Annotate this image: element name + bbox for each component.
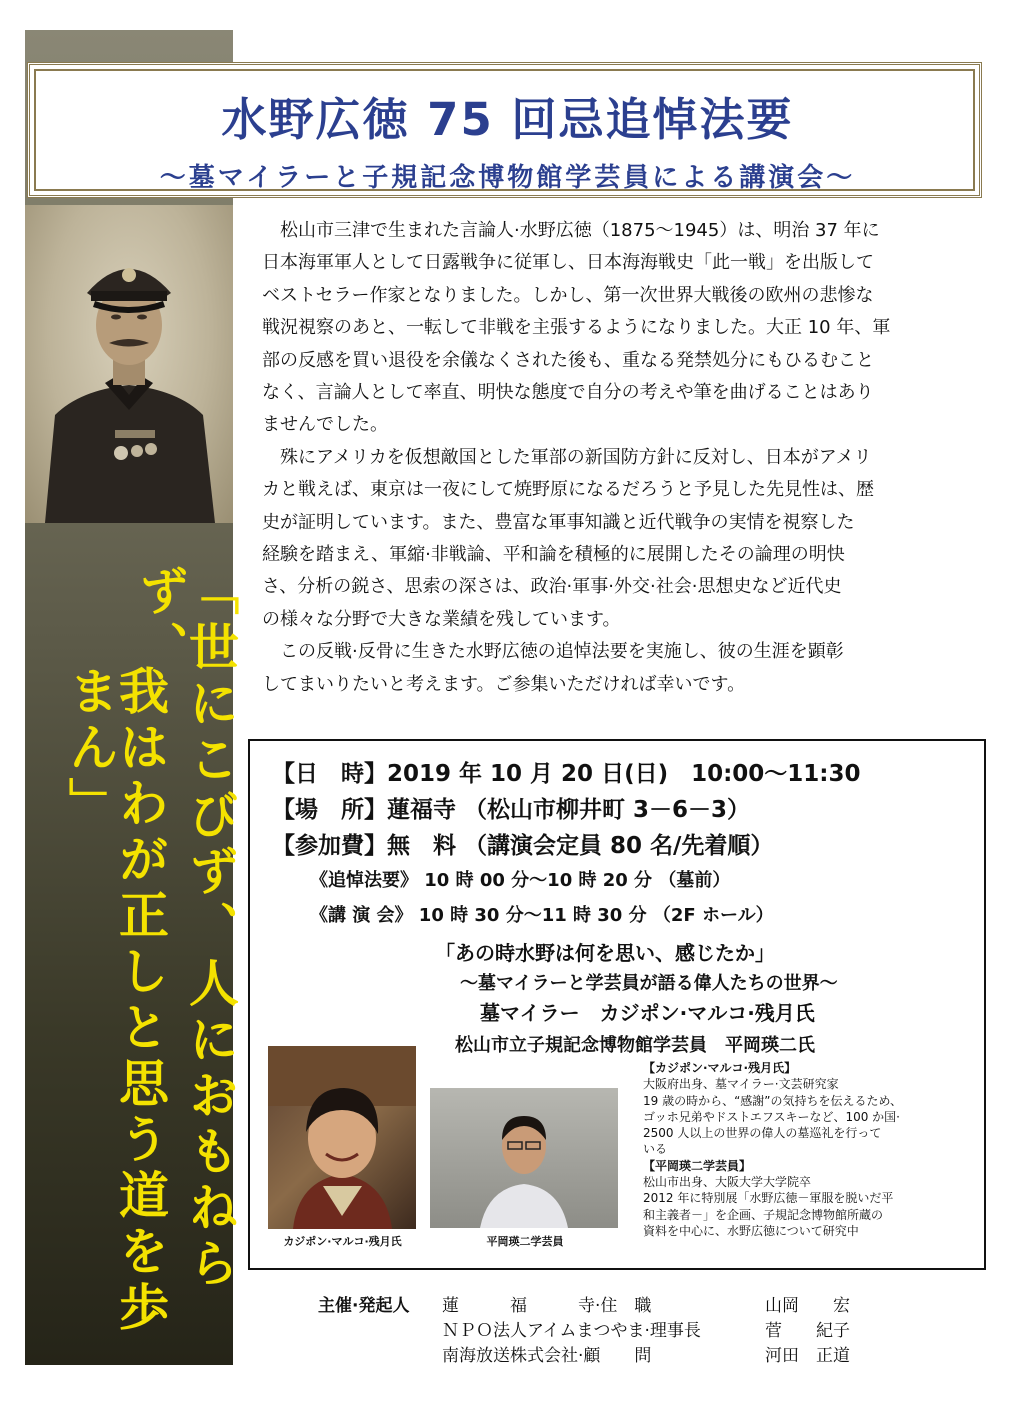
lecture-title: 「あの時水野は何を思い、感じたか」 xyxy=(435,941,775,965)
body-text xyxy=(262,215,942,701)
bio-line: 松山市出身、大阪大学大学院卒 xyxy=(643,1175,812,1190)
photo-kajipon-caption: カジポン·マルコ·残月氏 xyxy=(283,1235,402,1248)
bio-line: 資料を中心に、水野広徳について研究中 xyxy=(643,1223,859,1238)
event-venue: 【場 所】蓮福寺 （松山市柳井町 3－6－3） xyxy=(272,797,751,823)
body-line: してまいりたいと考えます。ご参集いただければ幸いです。 xyxy=(262,673,746,695)
vertical-quote xyxy=(25,565,239,1355)
photo-hiraoka xyxy=(430,1088,618,1228)
bio-line: 【平岡瑛二学芸員】 xyxy=(643,1158,752,1173)
event-fee: 【参加費】無 料 （講演会定員 80 名/先着順） xyxy=(272,833,774,859)
body-line: の様々な分野で大きな業績を残しています。 xyxy=(262,608,621,630)
lecture-subtitle: ～墓マイラーと学芸員が語る偉人たちの世界～ xyxy=(460,973,838,994)
organizer-org: ＮＰＯ法人アイムまつやま·理事長 xyxy=(442,1321,701,1341)
organizer-name: 河田 正道 xyxy=(765,1346,850,1366)
quote-column-2: 我はわが正しと思う道を歩まん」 xyxy=(61,665,169,1337)
lecture-schedule: 《講 演 会》 10 時 30 分～11 時 30 分 （2F ホール） xyxy=(310,905,774,926)
page-subtitle: ～墓マイラーと子規記念博物館学芸員による講演会～ xyxy=(159,163,856,193)
body-line: なく、言論人として率直、明快な態度で自分の考えや筆を曲げることはあり xyxy=(262,382,874,404)
title-box xyxy=(27,62,982,198)
speaker-2: 松山市立子規記念博物館学芸員 平岡瑛二氏 xyxy=(455,1035,815,1056)
bio-line: 大阪府出身、墓マイラー·文芸研究家 xyxy=(643,1077,839,1092)
organizer-org: 蓮 福 寺·住 職 xyxy=(442,1296,652,1316)
event-info-box xyxy=(248,739,986,1270)
memorial-schedule: 《追悼法要》 10 時 00 分～10 時 20 分 （墓前） xyxy=(310,870,731,891)
bio-line: 2500 人以上の世界の偉人の墓巡礼を行って xyxy=(643,1126,882,1141)
body-line: 部の反感を買い退役を余儀なくされた後も、重なる発禁処分にもひるむこと xyxy=(262,349,874,371)
page-title: 水野広徳 75 回忌追悼法要 xyxy=(221,93,794,146)
body-line: 史が証明しています。また、豊富な軍事知識と近代戦争の実情を視察した xyxy=(262,511,855,533)
body-line: 松山市三津で生まれた言論人·水野広徳（1875～1945）は、明治 37 年に xyxy=(280,220,880,241)
body-line: カと戦えば、東京は一夜にして焼野原になるだろうと予見した先見性は、歴 xyxy=(262,479,874,501)
body-line: 経験を踏まえ、軍縮·非戦論、平和論を積極的に展開したその論理の明快 xyxy=(262,544,845,566)
organizers-label: 主催·発起人 xyxy=(318,1296,410,1316)
body-line: ベストセラー作家となりました。しかし、第一次世界大戦後の欧州の悲惨な xyxy=(262,284,874,306)
bio-line: 19 歳の時から、“感謝”の気持ちを伝えるため、 xyxy=(643,1093,903,1108)
body-line: 日本海軍軍人として日露戦争に従軍し、日本海海戦史「此一戦」を出版して xyxy=(262,252,874,274)
body-line: この反戦·反骨に生きた水野広徳の追悼法要を実施し、彼の生涯を顕彰 xyxy=(280,641,844,663)
bio-line: 2012 年に特別展「水野広徳－軍服を脱いだ平 xyxy=(643,1191,894,1206)
portrait-photo-mizuno xyxy=(25,205,233,523)
photo-kajipon-illustration xyxy=(268,1046,416,1229)
quote-column-1: 「世にこびず、人におもねらず、 xyxy=(131,565,239,1293)
photo-hiraoka-illustration xyxy=(430,1088,618,1228)
organizer-name: 山岡 宏 xyxy=(765,1296,850,1316)
body-line: 戦況視察のあと、一転して非戦を主張するようになりました。大正 10 年、軍 xyxy=(262,317,891,339)
bio-line: 【カジポン·マルコ·残月氏】 xyxy=(643,1061,797,1075)
bio-line: ゴッホ兄弟やドストエフスキーなど、100 か国· xyxy=(643,1109,900,1124)
organizer-org: 南海放送株式会社·顧 問 xyxy=(442,1346,652,1366)
organizer-name: 菅 紀子 xyxy=(765,1321,850,1341)
bio-line: 和主義者－」を企画、子規記念博物館所蔵の xyxy=(643,1207,884,1222)
portrait-illustration xyxy=(25,205,233,523)
body-line: ませんでした。 xyxy=(262,414,388,436)
bio-line: いる xyxy=(643,1142,668,1157)
speaker-1: 墓マイラー カジポン·マルコ·残月氏 xyxy=(480,1001,815,1025)
photo-kajipon xyxy=(268,1046,416,1229)
photo-hiraoka-caption: 平岡瑛二学芸員 xyxy=(486,1235,564,1248)
body-line: 殊にアメリカを仮想敵国とした軍部の新国防方針に反対し、日本がアメリ xyxy=(280,446,872,468)
body-line: さ、分析の鋭さ、思索の深さは、政治·軍事·外交·社会·思想史など近代史 xyxy=(262,576,842,598)
event-datetime: 【日 時】2019 年 10 月 20 日(日) 10:00～11:30 xyxy=(272,761,861,787)
speaker-bios xyxy=(643,1060,943,1239)
